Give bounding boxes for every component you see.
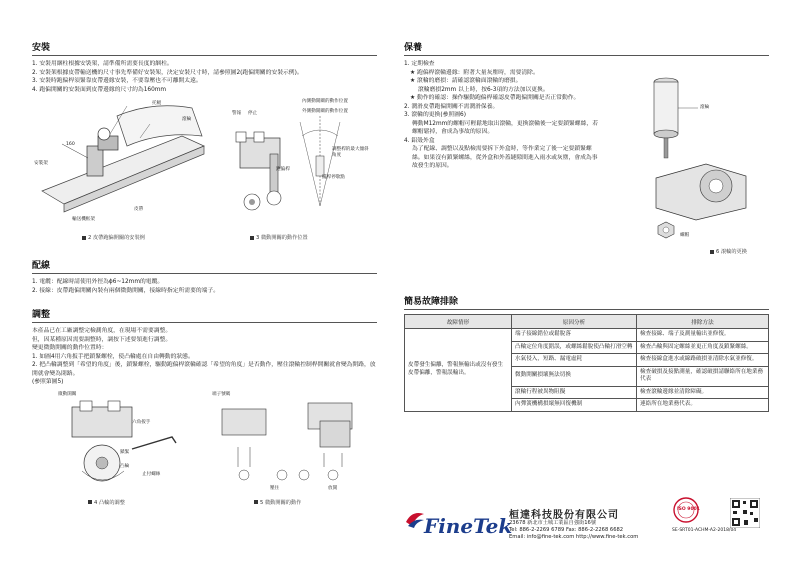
fix-cell: 連絡所在地業務代表。 xyxy=(637,399,769,412)
fig4-label-wrench: 六角扳手 xyxy=(132,419,151,425)
cause-cell: 內彈簧機構損壞無回復機制 xyxy=(512,399,637,412)
fig3-label-alarm: 警報 xyxy=(232,111,242,116)
fig5-label-terminal: 端子號碼 xyxy=(212,391,231,397)
cause-cell: 微動開關損壞無法切換 xyxy=(512,366,637,386)
left-column xyxy=(32,40,377,509)
fig2-label-conveyor: 輸送機框架 xyxy=(72,217,95,222)
fig5-label-on: 壓住 xyxy=(270,485,280,491)
caption-square-icon xyxy=(710,250,714,254)
maintain-item-9: 4. 鋁殼外盒 xyxy=(404,137,435,144)
finetek-logo-text: FineTek xyxy=(424,514,513,538)
adjust-item-4: 1. 如圖4用六角扳手把鎖緊螺栓，使凸輪處在自由轉動的狀態。 xyxy=(32,353,194,360)
maintain-item-5: ★ 動作的確認：操作驅動跑偏桿確認皮帶跑偏開關是否正常動作。 xyxy=(410,95,580,101)
fig5-caption-text: 5 微動開關的動作 xyxy=(260,499,302,506)
fig2-label-mount: 安裝架 xyxy=(34,161,48,166)
fig5-diagram xyxy=(212,397,372,493)
fix-cell: 檢查破損及接點測量，確認破損請聯絡所在地業務代表 xyxy=(637,366,769,386)
fig4-label-stopper: 止付螺絲 xyxy=(142,471,161,477)
fix-cell: 檢查接線盒進水或線路破損並清除水氣並修復。 xyxy=(637,354,769,367)
caption-square-icon xyxy=(88,500,92,504)
fig4-caption xyxy=(88,499,125,506)
company-address: 23678 新北市土城工業區自強街16號 xyxy=(509,520,597,526)
install-title: 安裝 xyxy=(32,43,51,53)
fig4-label-cam: 凸輪 xyxy=(120,463,130,469)
adjust-item-5: 2. 把凸輪調整到「希望的角度」後，鎖緊螺栓，驅動跑偏桿滾輪確認「希望的角度」是否動作，壓住滾輪控制桿開關就會變為開路，放開就會變為閉路。 xyxy=(32,362,376,377)
adjust-rule xyxy=(32,322,377,323)
header-fix: 排除方法 xyxy=(637,315,769,329)
fig3-caption-text: 3 微動開關的動作位置 xyxy=(256,235,308,241)
fig4-label-bolt: 鎖緊 xyxy=(120,449,130,455)
fig2-label-roller: 滾輪 xyxy=(182,117,192,122)
maintain-item-2: ★ 跑偏桿滾輪邊緣：附著大量灰塵時，需要清除。 xyxy=(410,69,539,76)
fig6-caption-text: 6 滾輪的更換 xyxy=(716,249,747,255)
fig5-caption xyxy=(254,499,301,506)
maintain-item-4: 滾輪磨損2mm 以上時，按6-3項的方法加以更換。 xyxy=(418,86,549,93)
install-item-4: 4. 跑偏開關的安裝面到皮帶邊緣的尺寸約為160mm xyxy=(32,86,167,93)
company-contact xyxy=(509,520,638,541)
trouble-rule xyxy=(404,309,769,310)
trouble-title: 簡易故障排除 xyxy=(404,297,459,307)
caption-square-icon xyxy=(254,500,258,504)
fig4-label-switch: 微動開關 xyxy=(58,391,77,397)
header-cause: 原因分析 xyxy=(512,315,637,329)
caption-square-icon xyxy=(250,236,254,240)
fig2-label-dim: 160 xyxy=(66,142,75,147)
fig2-caption xyxy=(82,234,145,241)
maintain-item-7: 3. 滾輪的更換(參照圖6) xyxy=(404,112,466,118)
maintain-item-8: 轉動M12mm的螺帽可輕鬆地取出滾輪，更換滾輪後一定要鎖緊螺絲，若螺帽鬆掉，會成為事故的原因。 xyxy=(412,120,598,135)
maintain-section xyxy=(404,60,769,258)
symptom-cell: 皮帶發生偏離，警報無輸出或沒有發生皮帶偏離，警報誤輸出。 xyxy=(405,329,512,412)
adjust-item-1: 本產品已在工廠調整完檢測角度，在現場不需要調整。 xyxy=(32,328,172,334)
finetek-logo-icon xyxy=(404,508,426,530)
caption-square-icon xyxy=(82,236,86,240)
install-rule xyxy=(32,55,377,56)
maintain-rule xyxy=(404,55,769,56)
fig5-label-off: 放開 xyxy=(328,485,338,491)
table-header-row xyxy=(405,315,769,329)
cause-cell: 端子接線錯位或鬆脫落 xyxy=(512,329,637,342)
maintain-item-1: 1. 定期檢查 xyxy=(404,61,435,67)
fig3-label-reset: 擺桿停歇點 xyxy=(322,175,345,180)
install-item-1: 1. 安裝用綑柱根據安裝架，請準備所需要長度的綑柱。 xyxy=(32,61,173,67)
header-symptom: 故障情形 xyxy=(405,315,512,329)
table-row xyxy=(405,329,769,342)
fig2-label-belt: 皮帶 xyxy=(134,207,144,212)
wiring-item-2: 2. 接線：皮帶跑偏開關內裝有兩個微動開關，接線時指定所需要的端子。 xyxy=(32,287,220,294)
wiring-rule xyxy=(32,273,377,274)
company-phone: Tel: 886-2-2269 6789 Fax: 886-2-2268 6682 xyxy=(509,527,624,533)
cause-cell: 凸輪定位角度錯誤，或螺絲鬆脫使凸輪打滑空轉 xyxy=(512,341,637,354)
fix-cell: 檢查凸輪與固定螺絲並更正角度及鎖緊螺絲。 xyxy=(637,341,769,354)
install-item-2: 2. 安裝架根據皮帶輸送機的尺寸事先準備好安裝架，決定安裝尺寸時，請參照圖2(跑偏開關的安裝示例)。 xyxy=(32,69,303,76)
adjust-item-2: 但，因某種原因需要調整時，調按下述要領進行調整。 xyxy=(32,336,172,343)
fig3-label-angle: 調整桿的最大傾斜角度 xyxy=(332,147,369,158)
install-figures xyxy=(32,94,377,244)
fig2-caption-text: 2 皮帶跑偏開關的安裝例 xyxy=(88,235,145,241)
fig4-diagram xyxy=(52,397,192,493)
adjust-item-6: (參照第圖5) xyxy=(32,379,64,385)
fix-cell: 檢查滾輪邊緣並清除障礙。 xyxy=(637,386,769,399)
adjust-title: 調整 xyxy=(32,310,51,320)
install-item-3: 3. 安裝時跑偏桿須緊靠皮帶邊緣安裝，不要靠壓也不可離開太遠。 xyxy=(32,78,202,84)
company-name: 桓達科技股份有限公司 xyxy=(509,510,619,521)
maintain-item-6: 2. 潤滑皮帶跑偏開關不需潤滑保養。 xyxy=(404,103,499,110)
fig3-label-outer: 外側動開關的動作位置 xyxy=(302,109,348,114)
right-column xyxy=(404,40,769,412)
cause-cell: 滾輪行程被異物阻擬 xyxy=(512,386,637,399)
fig3-caption xyxy=(250,234,308,241)
fig6-diagram xyxy=(636,68,766,243)
maintain-title: 保養 xyxy=(404,43,423,53)
company-web: Email: info@fine-tek.com http://www.fine-tek.com xyxy=(509,534,639,540)
adjust-figures xyxy=(32,391,377,509)
cause-cell: 水氣侵入，短路、漏電虛耗 xyxy=(512,354,637,367)
fig2-label-frame: 托輥 xyxy=(152,101,162,106)
wiring-item-1: 1. 電纜：配線時請使用外徑為ϕ6~12mm的電纜。 xyxy=(32,279,164,285)
adjust-item-3: 變更微動開關的動作位置時： xyxy=(32,345,108,351)
fig6-label-roller: 滾輪 xyxy=(700,105,710,110)
fig6-label-nut: 螺帽 xyxy=(680,233,690,238)
fig4-caption-text: 4 凸輪的調整 xyxy=(94,499,125,506)
footer xyxy=(404,492,769,552)
fig3-label-rod: 跑偏桿 xyxy=(276,167,290,172)
fig3-label-stop: 停止 xyxy=(248,111,258,116)
doc-code: SE-SRT01-ACHM-A2-2018/04 xyxy=(672,528,737,533)
fig3-label-inner: 內側動開關的動作位置 xyxy=(302,99,348,104)
fix-cell: 檢查接線、端子及測量輸出並修復。 xyxy=(637,329,769,342)
fig6-caption xyxy=(710,248,747,255)
iso-badge-text: ISO 9001 xyxy=(677,507,700,512)
maintain-item-10: 為了配線、調整以及點檢需要拆下外盒時，等作業完了後一定要鎖緊螺絲。如果沒有鎖緊螺絲，從外盒和外蓋縫隙間進入雨水或灰塵，會成為事故發生的原因。 xyxy=(412,146,598,169)
troubleshooting-table xyxy=(404,314,769,412)
maintain-text xyxy=(404,60,602,171)
qr-code-icon xyxy=(730,498,760,528)
wiring-title: 配線 xyxy=(32,261,51,271)
maintain-item-3: ★ 滾輪的磨損：請確認滾輪面滾輪的磨損。 xyxy=(410,78,522,84)
